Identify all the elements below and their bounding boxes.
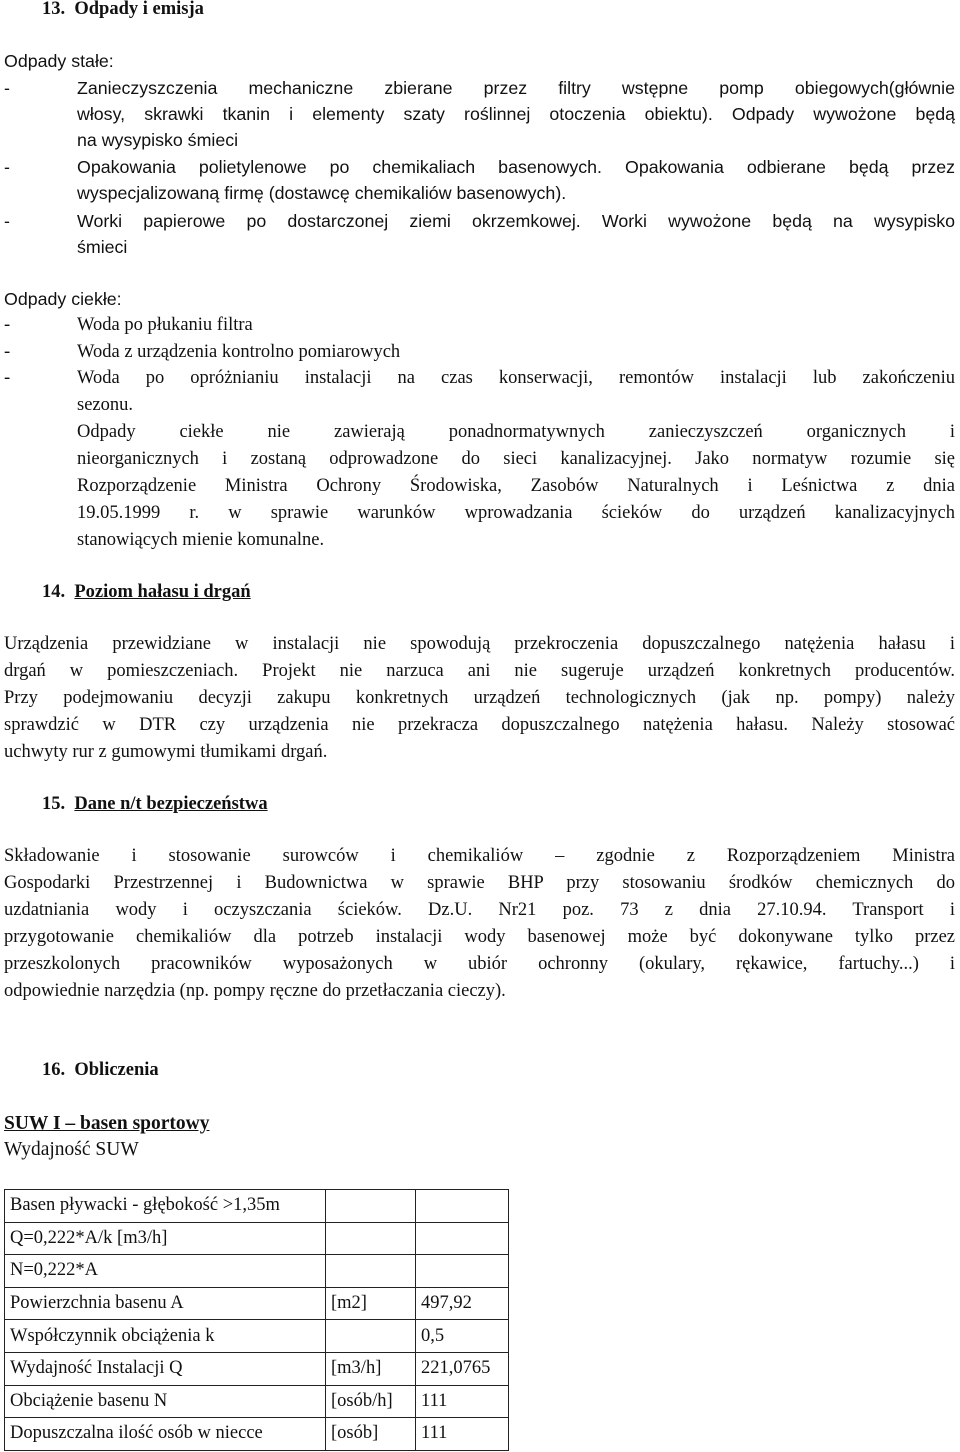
noise-paragraph-line-2: drgań w pomieszczeniach. Projekt nie narzuca ani nie sugeruje urządzeń konkretnych producentów. — [4, 661, 955, 681]
noise-paragraph-line-5: uchwyty rur z gumowymi tłumikami drgań. — [4, 742, 328, 762]
section-number: 15. — [42, 794, 66, 814]
calc-subtitle: SUW I – basen sportowy — [4, 1113, 210, 1134]
solid-item-3-line-1: Worki papierowe po dostarczonej ziemi okrzemkowej. Worki wywożone będą na wysypisko — [77, 211, 955, 231]
table-cell: [m2] — [326, 1287, 416, 1320]
table-cell: Współczynnik obciążenia k — [5, 1320, 326, 1353]
liquid-item-3-line-1: Woda po opróżnianiu instalacji na czas konserwacji, remontów instalacji lub zakończeniu — [77, 368, 955, 388]
solid-item-1-line-3: na wysypisko śmieci — [77, 130, 239, 150]
solid-item-2-line-2: wyspecjalizowaną firmę (dostawcę chemikaliów basenowych). — [77, 183, 567, 203]
liquid-waste-heading: Odpady ciekłe: — [4, 289, 122, 309]
table-row — [5, 1418, 509, 1451]
liquid-note-line-5: stanowiących mienie komunalne. — [77, 530, 325, 550]
table-cell: Dopuszczalna ilość osób w niecce — [5, 1418, 326, 1451]
solid-item-2-line-1: Opakowania polietylenowe po chemikaliach basenowych. Opakowania odbierane będą przez — [77, 157, 955, 177]
table-row — [5, 1352, 509, 1385]
table-row — [5, 1320, 509, 1353]
table-cell: 497,92 — [416, 1287, 509, 1320]
liquid-item-2: Woda z urządzenia kontrolno pomiarowych — [77, 342, 401, 362]
section-title-text: Dane n/t bezpieczeństwa — [74, 794, 268, 814]
section-title-text: Obliczenia — [74, 1060, 159, 1080]
table-cell — [326, 1222, 416, 1255]
solid-item-1-line-2: włosy, skrawki tkanin i elementy szaty roślinnej otoczenia obiektu). Odpady wywożone będą — [77, 104, 955, 124]
solid-item-3-line-2: śmieci — [77, 237, 128, 257]
list-dash: - — [4, 78, 10, 98]
noise-paragraph-line-1: Urządzenia przewidziane w instalacji nie spowodują przekroczenia dopuszczalnego natężenia hałasu i — [4, 634, 955, 654]
table-cell — [416, 1255, 509, 1288]
table-cell: Wydajność Instalacji Q — [5, 1352, 326, 1385]
liquid-note-line-2: nieorganicznych i zostaną odprowadzone do sieci kanalizacyjnej. Jako normatyw rozumie się — [77, 449, 955, 469]
list-dash: - — [4, 157, 10, 177]
table-cell — [326, 1320, 416, 1353]
safety-paragraph-line-1: Składowanie i stosowanie surowców i chemikaliów – zgodnie z Rozporządzeniem Ministra — [4, 846, 955, 866]
liquid-note-line-1: Odpady ciekłe nie zawierają ponadnormatywnych zanieczyszczeń organicznych i — [77, 422, 955, 442]
list-dash: - — [4, 315, 11, 335]
table-cell — [416, 1190, 509, 1223]
table-cell: [osób] — [326, 1418, 416, 1451]
safety-paragraph-line-6: odpowiednie narzędzia (np. pompy ręczne do przetłaczania cieczy). — [4, 981, 506, 1001]
calc-table — [4, 1189, 509, 1451]
section-number: 16. — [42, 1060, 66, 1080]
liquid-note-line-4: 19.05.1999 r. w sprawie warunków wprowadzania ścieków do urządzeń kanalizacyjnych — [77, 503, 955, 523]
table-cell: 221,0765 — [416, 1352, 509, 1385]
table-cell: 0,5 — [416, 1320, 509, 1353]
table-cell: N=0,222*A — [5, 1255, 326, 1288]
table-row — [5, 1222, 509, 1255]
section-15-title — [42, 794, 268, 815]
table-cell: Obciążenie basenu N — [5, 1385, 326, 1418]
liquid-note-line-3: Rozporządzenie Ministra Ochrony Środowiska, Zasobów Naturalnych i Leśnictwa z dnia — [77, 476, 955, 496]
safety-paragraph-line-4: przygotowanie chemikaliów dla potrzeb instalacji wody basenowej może być dokonywane tylko przez — [4, 927, 955, 947]
table-cell: Powierzchnia basenu A — [5, 1287, 326, 1320]
safety-paragraph-line-3: uzdatniania wody i oczyszczania ścieków. Dz.U. Nr21 poz. 73 z dnia 27.10.94. Transport i — [4, 900, 955, 920]
table-cell: [osób/h] — [326, 1385, 416, 1418]
calc-subtitle-2: Wydajność SUW — [4, 1139, 139, 1160]
table-cell: 111 — [416, 1418, 509, 1451]
safety-paragraph-line-5: przeszkolonych pracowników wyposażonych w ubiór ochronny (okulary, rękawice, fartuchy...) i — [4, 954, 955, 974]
table-cell: [m3/h] — [326, 1352, 416, 1385]
table-row — [5, 1255, 509, 1288]
table-cell — [326, 1255, 416, 1288]
section-title-text: Poziom hałasu i drgań — [74, 582, 251, 602]
safety-paragraph-line-2: Gospodarki Przestrzennej i Budownictwa w sprawie BHP przy stosowaniu środków chemicznych do — [4, 873, 955, 893]
table-cell: 111 — [416, 1385, 509, 1418]
liquid-item-3-line-2: sezonu. — [77, 395, 133, 415]
table-cell: Basen pływacki - głębokość >1,35m — [5, 1190, 326, 1223]
table-row — [5, 1190, 509, 1223]
section-14-title — [42, 582, 251, 603]
table-row — [5, 1287, 509, 1320]
liquid-item-1: Woda po płukaniu filtra — [77, 315, 253, 335]
table-cell — [326, 1190, 416, 1223]
table-cell — [416, 1222, 509, 1255]
solid-item-1-line-1: Zanieczyszczenia mechaniczne zbierane przez filtry wstępne pomp obiegowych(głównie — [77, 78, 955, 98]
section-number: 14. — [42, 582, 66, 602]
noise-paragraph-line-4: sprawdzić w DTR czy urządzenia nie przekracza dopuszczalnego natężenia hałasu. Należy stosować — [4, 715, 955, 735]
table-row — [5, 1385, 509, 1418]
section-16-title — [42, 1060, 159, 1081]
list-dash: - — [4, 211, 10, 231]
list-dash: - — [4, 368, 11, 388]
solid-waste-heading: Odpady stałe: — [4, 51, 114, 71]
list-dash: - — [4, 342, 11, 362]
section-number: 13. — [42, 0, 66, 19]
noise-paragraph-line-3: Przy podejmowaniu decyzji zakupu konkretnych urządzeń technologicznych (jak np. pompy) należy — [4, 688, 955, 708]
table-cell: Q=0,222*A/k [m3/h] — [5, 1222, 326, 1255]
section-title-text: Odpady i emisja — [74, 0, 204, 19]
section-13-title — [42, 0, 204, 20]
